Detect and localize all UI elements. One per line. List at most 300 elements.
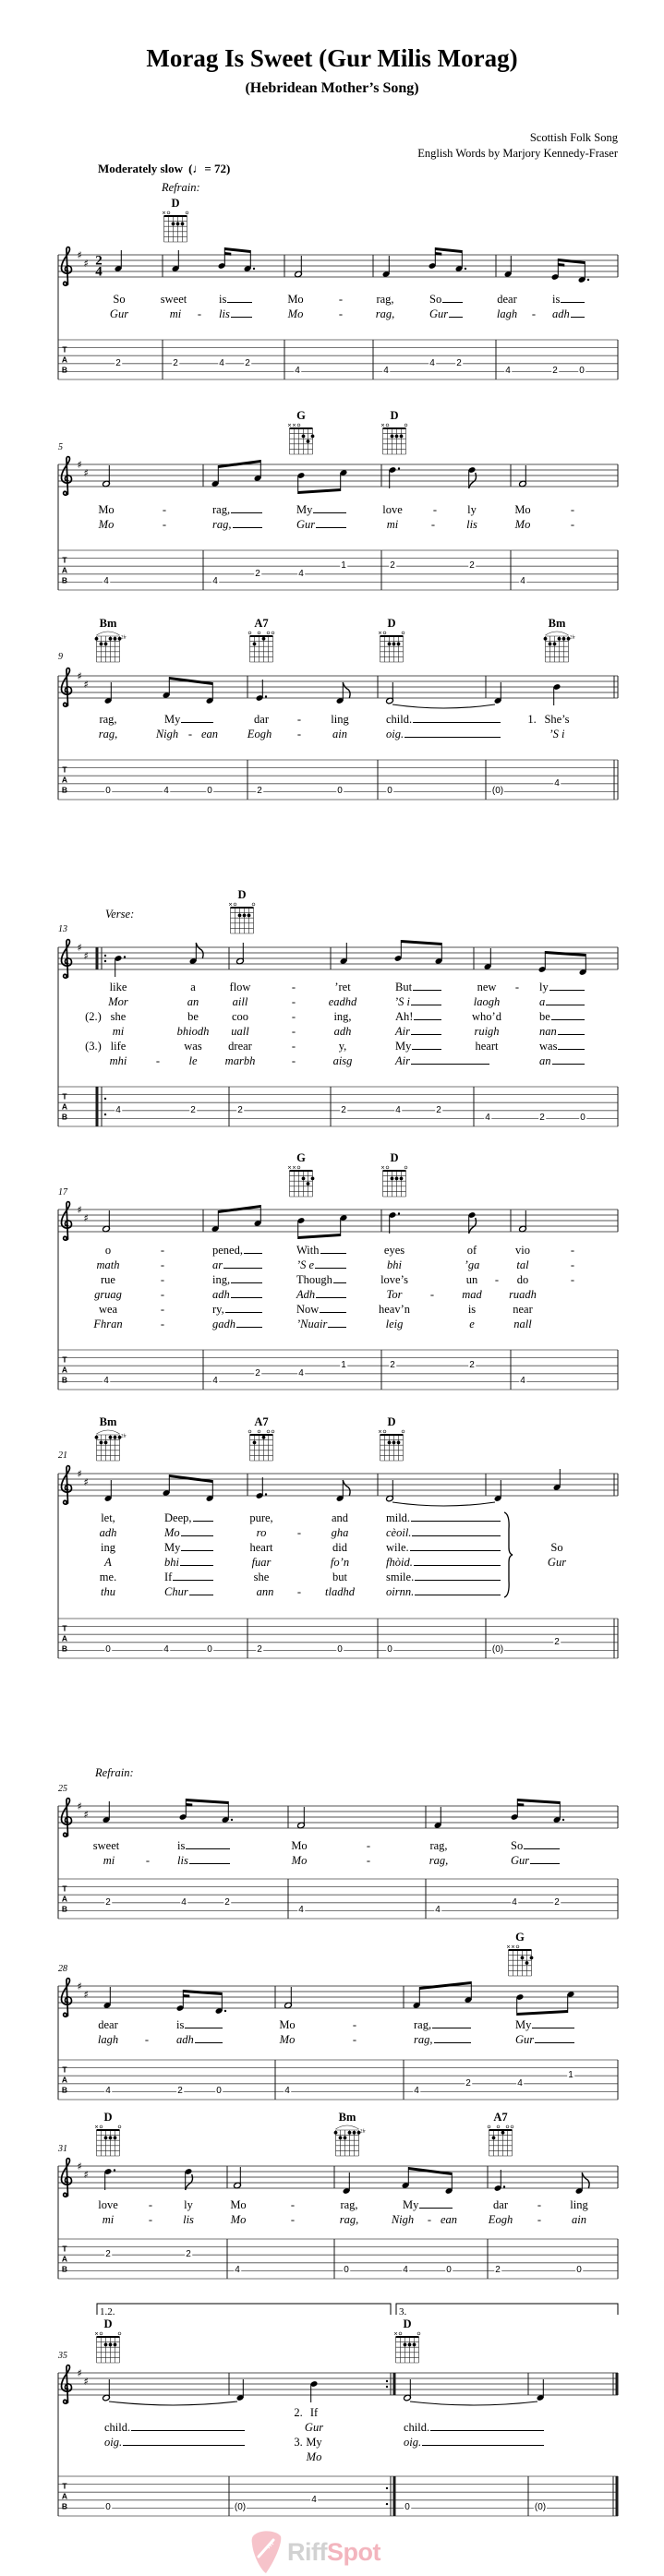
lyric-syllable: My [306,2436,322,2449]
sharp-icon: ♯ [77,249,82,261]
sharp-icon: ♯ [77,670,82,682]
open-string-mark [399,2332,402,2335]
lyric-hyphen: - [570,1258,575,1271]
lyric-syllable: Mo [291,1854,308,1867]
tab-fret-number: 2 [224,1896,230,1908]
tab-fret-number: 4 [298,568,304,579]
lyric-text: was [539,1040,558,1053]
lyric-extender [244,1253,262,1254]
lyric-extender [413,722,501,723]
augmentation-dot [265,695,267,697]
tab-fret-number: 4 [298,1905,304,1916]
lyric-syllable: ly [467,503,477,516]
lyric-syllable: ling [570,2198,588,2211]
lyric-text: an [539,1054,551,1067]
lyric-syllable: Mo [287,293,304,306]
finger-dot [391,1177,394,1181]
lyric-syllable: tladhd [325,1585,355,1598]
lyric-text: rag, [212,518,232,531]
lyric-syllable: mi [169,307,182,320]
lyric-syllable: She’s [544,713,570,726]
chord-name-bm: Bm [548,617,566,630]
tab-fret-number: 4 [163,1644,169,1655]
lyric-syllable [386,728,501,740]
lyric-syllable [104,2421,245,2434]
tab-fret-number: 2 [554,1896,560,1908]
lyric-syllable: tal [516,1258,529,1271]
lyric-syllable: uall [231,1025,249,1038]
augmentation-dot [503,2185,505,2187]
lyric-text: My [296,503,313,516]
tab-clef-letter: A [61,1633,68,1643]
tab-fret-number: 2 [456,357,462,368]
lyric-syllable [296,1303,346,1316]
lyric-hyphen: - [296,1585,302,1598]
lyric-extender [123,2445,245,2446]
chord-diagram-bm [334,2125,367,2156]
lyric-syllable [395,1025,441,1038]
lyric-syllable [539,995,585,1008]
augmentation-dot [114,2169,115,2171]
finger-dot [104,1441,108,1445]
augmentation-dot [465,268,466,270]
fret-position-label: 2fr [570,635,575,641]
lyric-syllable: ing, [333,1010,352,1023]
time-signature-top: 2 [95,253,103,269]
lyric-syllable: fo’n [330,1556,350,1569]
tab-fret-number: 0 [576,2265,582,2276]
lyric-text: My [164,713,181,726]
tab-clef-letter: B [61,2264,68,2274]
lyric-extender [412,1535,501,1536]
lyric-extender [414,1565,501,1566]
lyric-hyphen: - [148,2213,153,2226]
lyric-syllable: y, [338,1040,347,1053]
chord-diagram-g [507,1945,533,1976]
finger-dot [501,2131,505,2135]
lyric-syllable: rag, [375,307,395,320]
finger-dot [238,914,242,918]
lyric-syllable: but [332,1571,347,1583]
lyric-extender [422,2445,544,2446]
lyric-extender [223,1268,262,1269]
beam [224,247,250,253]
tab-fret-number: 2 [495,2265,501,2276]
lyric-text: If [164,1571,173,1583]
finger-dot [262,637,266,641]
lyric-syllable: heart [475,1040,499,1053]
chord-diagram-d [379,632,404,662]
open-string-mark [186,211,188,214]
sharp-icon: ♯ [83,1809,89,1821]
muted-string-mark [293,1166,296,1169]
lyric-hyphen: - [162,518,167,531]
repeat-dot [104,1098,106,1100]
lyric-syllable [552,293,585,306]
muted-string-mark [95,2332,98,2335]
lyric-syllable: Mo [230,2213,247,2226]
open-string-mark [516,1945,519,1948]
lyric-text: oig. [404,2436,422,2449]
measure-number: 13 [58,924,67,934]
tab-fret-number: 2 [257,786,262,797]
finger-dot [392,643,396,646]
lyric-text: rag, [414,2018,432,2031]
finger-dot [307,439,310,443]
barre-arc [546,632,569,635]
finger-dot [392,1441,396,1445]
open-string-mark [234,903,236,906]
lyric-syllable: o [104,1244,112,1257]
lyric-syllable [539,1010,585,1023]
chord-diagram-d [163,211,188,242]
volta-label: 1.2. [100,2306,115,2317]
tab-fret-number: 2 [390,560,395,572]
chord-name-a7: A7 [493,2111,508,2124]
lyric-hyphen: - [432,503,438,516]
finger-dot [114,2137,117,2140]
sixteenth-beam [186,1803,192,1806]
lyric-syllable [212,1318,262,1330]
chord-name-g: G [296,1151,306,1164]
chord-diagram-d [381,424,407,454]
chord-diagram-d [381,1166,407,1197]
lyric-syllable: she [110,1010,127,1023]
sharp-icon: ♯ [83,2376,89,2388]
tab-clef-letter: A [61,1101,68,1112]
lyric-syllable: she [253,1571,270,1583]
augmentation-dot [231,1819,233,1821]
tab-clef-letter: T [62,1354,67,1365]
tie [410,2401,537,2405]
lyric-extender [225,1312,262,1313]
lyric-syllable: mi [112,1025,125,1038]
lyric-text: So [511,1839,524,1852]
muted-string-mark [512,1945,514,1948]
lyric-text: wile. [386,1541,409,1554]
lyric-syllable: rag, [429,1854,449,1867]
lyric-extender [524,1848,560,1849]
eighth-flag [343,1480,350,1496]
lyric-extender [430,2430,544,2431]
lyric-text: My [515,2018,532,2031]
lyric-syllable: thu [101,1585,115,1598]
finger-dot [104,643,108,646]
lyric-syllable [164,1585,213,1598]
tab-fret-number: 2 [552,366,558,377]
chord-name-g: G [515,1931,525,1944]
tab-fret-number: 4 [435,1905,441,1916]
lyric-syllable: Mor [108,995,128,1008]
finger-dot [104,2343,108,2347]
lyric-syllable: ro [256,1526,267,1539]
open-string-mark [272,1430,274,1433]
lyric-syllable [219,307,252,320]
lyric-hyphen: - [291,981,296,993]
tab-fret-number: 0 [105,2502,111,2513]
finger-dot [109,2137,113,2140]
lyric-text: ’Nuair [296,1318,328,1330]
tab-clef-letter: B [61,785,68,795]
lyric-syllable: vio [515,1244,530,1257]
eighth-flag [469,473,477,488]
chord-diagram-bm [95,632,127,662]
muted-string-mark [293,424,296,427]
lyric-syllable [386,1511,501,1524]
tab-fret-number: (0) [534,2502,547,2513]
tab-fret-number: 0 [344,2265,349,2276]
tab-fret-number: 0 [579,366,585,377]
chord-name-d: D [387,617,396,630]
tempo-label: Moderately slow [98,162,184,175]
lyric-syllable: wea [98,1303,118,1316]
lyric-syllable [395,1054,489,1067]
beam [419,1981,471,1990]
eighth-flag [469,1218,477,1234]
lyric-syllable: who’d [472,1010,501,1023]
tab-fret-number: 4 [429,357,435,368]
tab-fret-number: 2 [105,1896,111,1908]
section-label: Verse: [105,908,135,921]
lyric-extender [189,1863,230,1864]
lyric-text: ’S e [296,1258,315,1271]
lyric-syllable [176,2033,223,2046]
beam [545,951,586,957]
open-string-mark [267,1430,270,1433]
tab-clef-letter: B [61,575,68,585]
section-label: Refrain: [162,181,200,194]
lyric-syllable [212,1288,262,1301]
tab-fret-number: 4 [212,1376,218,1387]
lyric-hyphen: - [155,1054,161,1067]
open-string-mark [511,2125,513,2128]
lyric-syllable [176,2018,223,2031]
lyric-extender [434,2042,472,2043]
muted-string-mark [163,211,165,214]
lyric-syllable: fuar [251,1556,272,1569]
lyric-hyphen: - [296,1526,302,1539]
lyric-syllable: Gur [547,1556,567,1569]
lyric-syllable [212,1303,262,1316]
lyric-syllable [296,1273,346,1286]
lyric-syllable: 3. [294,2436,303,2449]
tab-fret-number: 2 [186,2249,191,2260]
sharp-icon: ♯ [83,2169,89,2181]
tab-fret-number: 2 [390,1360,395,1371]
lyric-syllable: mhi [109,1054,127,1067]
lyric-syllable [164,1511,213,1524]
eighth-flag [582,2173,589,2188]
lyric-text: ar [212,1258,223,1271]
tab-clef-letter: A [61,355,68,365]
lyric-syllable: Eogh [488,2213,513,2226]
finger-dot [553,643,557,646]
tab-fret-number: 4 [181,1896,187,1908]
lyric-text: Now [296,1303,320,1316]
lyric-extender [415,1580,501,1581]
section-label: Refrain: [95,1766,134,1779]
lyric-extender [231,512,262,513]
lyric-hyphen: - [160,1288,165,1301]
tab-clef-letter: A [61,1894,68,1904]
lyric-syllable [414,2018,471,2031]
tab-fret-number: 2 [469,1360,475,1371]
lyric-syllable [164,1556,213,1569]
barre-arc [97,1430,120,1434]
lyric-extender [231,1282,262,1283]
tab-fret-number: 2 [469,560,475,572]
lyric-syllable: lagh [496,307,518,320]
lyric-syllable [539,981,585,993]
lyric-hyphen: - [570,518,575,531]
tie [109,2401,237,2405]
muted-string-mark [381,424,384,427]
lyric-syllable: lis [466,518,477,531]
open-string-mark [248,632,251,634]
chord-name-a7: A7 [254,617,269,630]
lyric-hyphen: - [291,1010,296,1023]
lyric-extender [558,1049,585,1050]
lyric-text: lis [219,307,230,320]
tab-fret-number: 4 [517,2077,523,2088]
lyric-syllable: let, [101,1511,115,1524]
chord-name-d: D [237,888,247,901]
tab-fret-number: 2 [245,357,250,368]
tab-fret-number: 4 [103,576,109,587]
logo-text-riff: Riff [287,2537,327,2566]
lyric-syllable: rag, [98,728,118,740]
lyric-hyphen: - [291,1025,296,1038]
lyric-syllable: Nigh [391,2213,415,2226]
beam [183,1990,222,1995]
lyric-hyphen: - [494,1273,500,1286]
beam [298,488,341,494]
lyric-syllable: rag, [429,1839,448,1852]
tab-fret-number: 2 [105,2249,111,2260]
sharp-icon: ♯ [77,942,82,954]
tab-fret-number: 2 [257,1644,262,1655]
tab-fret-number: 0 [387,1644,392,1655]
lyric-hyphen: - [160,1318,165,1330]
lyric-syllable: rag, [376,293,394,306]
lyric-syllable: A [104,1556,112,1569]
beam [169,677,212,685]
finger-dot [388,643,392,646]
open-string-mark [248,1430,251,1433]
lyric-text: smile. [386,1571,415,1583]
lyric-syllable: Fhran [93,1318,123,1330]
lyric-syllable: aill [232,995,248,1008]
tab-fret-number: (0) [234,2502,247,2513]
tempo-marking [98,162,230,176]
tab-fret-number: 0 [207,1644,212,1655]
tab-fret-number: 4 [115,1104,121,1115]
open-string-mark [252,903,255,906]
open-string-mark [506,2125,509,2128]
finger-dot [172,223,175,226]
tab-clef-letter: T [62,1884,67,1894]
lyric-extender [333,1282,346,1283]
tab-clef-letter: B [61,1643,68,1654]
tab-fret-number: 0 [387,786,392,797]
lyric-syllable [386,1556,501,1569]
eighth-flag [343,682,350,698]
finger-dot [95,637,99,641]
lyric-extender [181,1535,213,1536]
lyric-syllable: me. [99,1571,117,1583]
tab-fret-number: 4 [219,357,224,368]
lyric-syllable: love [382,503,403,516]
lyric-syllable: (2.) [85,1010,102,1023]
tab-clef-letter: T [62,1623,67,1633]
finger-dot [562,637,566,641]
lyric-extender [180,1565,213,1566]
lyric-text: But [395,981,413,993]
tab-fret-number: 4 [383,366,389,377]
lyric-syllable [386,1541,501,1554]
chord-diagram-d [229,903,255,933]
lyric-hyphen: - [197,307,202,320]
lyric-text: oig. [104,2436,123,2449]
muted-string-mark [379,632,381,634]
tab-clef-letter: B [61,1904,68,1914]
measure-number: 21 [58,1451,67,1461]
muted-string-mark [379,1430,381,1433]
chord-name-bm: Bm [338,2111,356,2124]
lyric-hyphen: - [429,1288,435,1301]
finger-dot [307,1182,310,1186]
lyric-syllable: Mo [230,2198,247,2211]
lyric-syllable: heav’n [378,1303,411,1316]
chord-name-d: D [390,1151,399,1164]
lyric-syllable: Mo [306,2450,322,2463]
lyric-text: fhòid. [386,1556,413,1569]
lyric-syllable: leig [385,1318,404,1330]
tab-clef-letter: A [61,1365,68,1375]
lyric-syllable: ann [256,1585,274,1598]
lyric-hyphen: - [427,2213,432,2226]
open-string-mark [488,2125,490,2128]
lyric-syllable: mi [386,518,399,531]
lyric-syllable: Tor [386,1288,403,1301]
chord-diagram-d [394,2332,420,2363]
lyric-hyphen: - [537,2213,542,2226]
augmentation-dot [224,2010,226,2012]
tab-fret-number: 4 [105,2086,111,2097]
lyric-text: rag, [414,2033,433,2046]
lyric-syllable [395,1040,441,1053]
tab-clef-letter: T [62,1091,67,1101]
finger-dot [395,1177,399,1181]
tab-fret-number: 0 [105,786,111,797]
lyric-hyphen: - [291,1040,296,1053]
barre-arc [97,632,120,635]
tab-fret-number: (0) [491,1644,504,1655]
sharp-icon: ♯ [83,258,89,270]
lyric-syllable: sweet [92,1839,120,1852]
lyric-syllable: 2. [294,2406,303,2419]
lyric-text: Gur [511,1854,530,1867]
lyric-text: Ah! [395,1010,414,1023]
tab-clef-letter: A [61,2254,68,2264]
lyric-syllable: an [187,995,199,1008]
open-string-mark [167,211,170,214]
lyric-syllable: Mo [279,2018,296,2031]
tab-fret-number: 1 [341,1360,346,1371]
lyric-syllable: ean [200,728,219,740]
lyric-syllable: ruigh [474,1025,500,1038]
chord-name-bm: Bm [99,617,117,630]
